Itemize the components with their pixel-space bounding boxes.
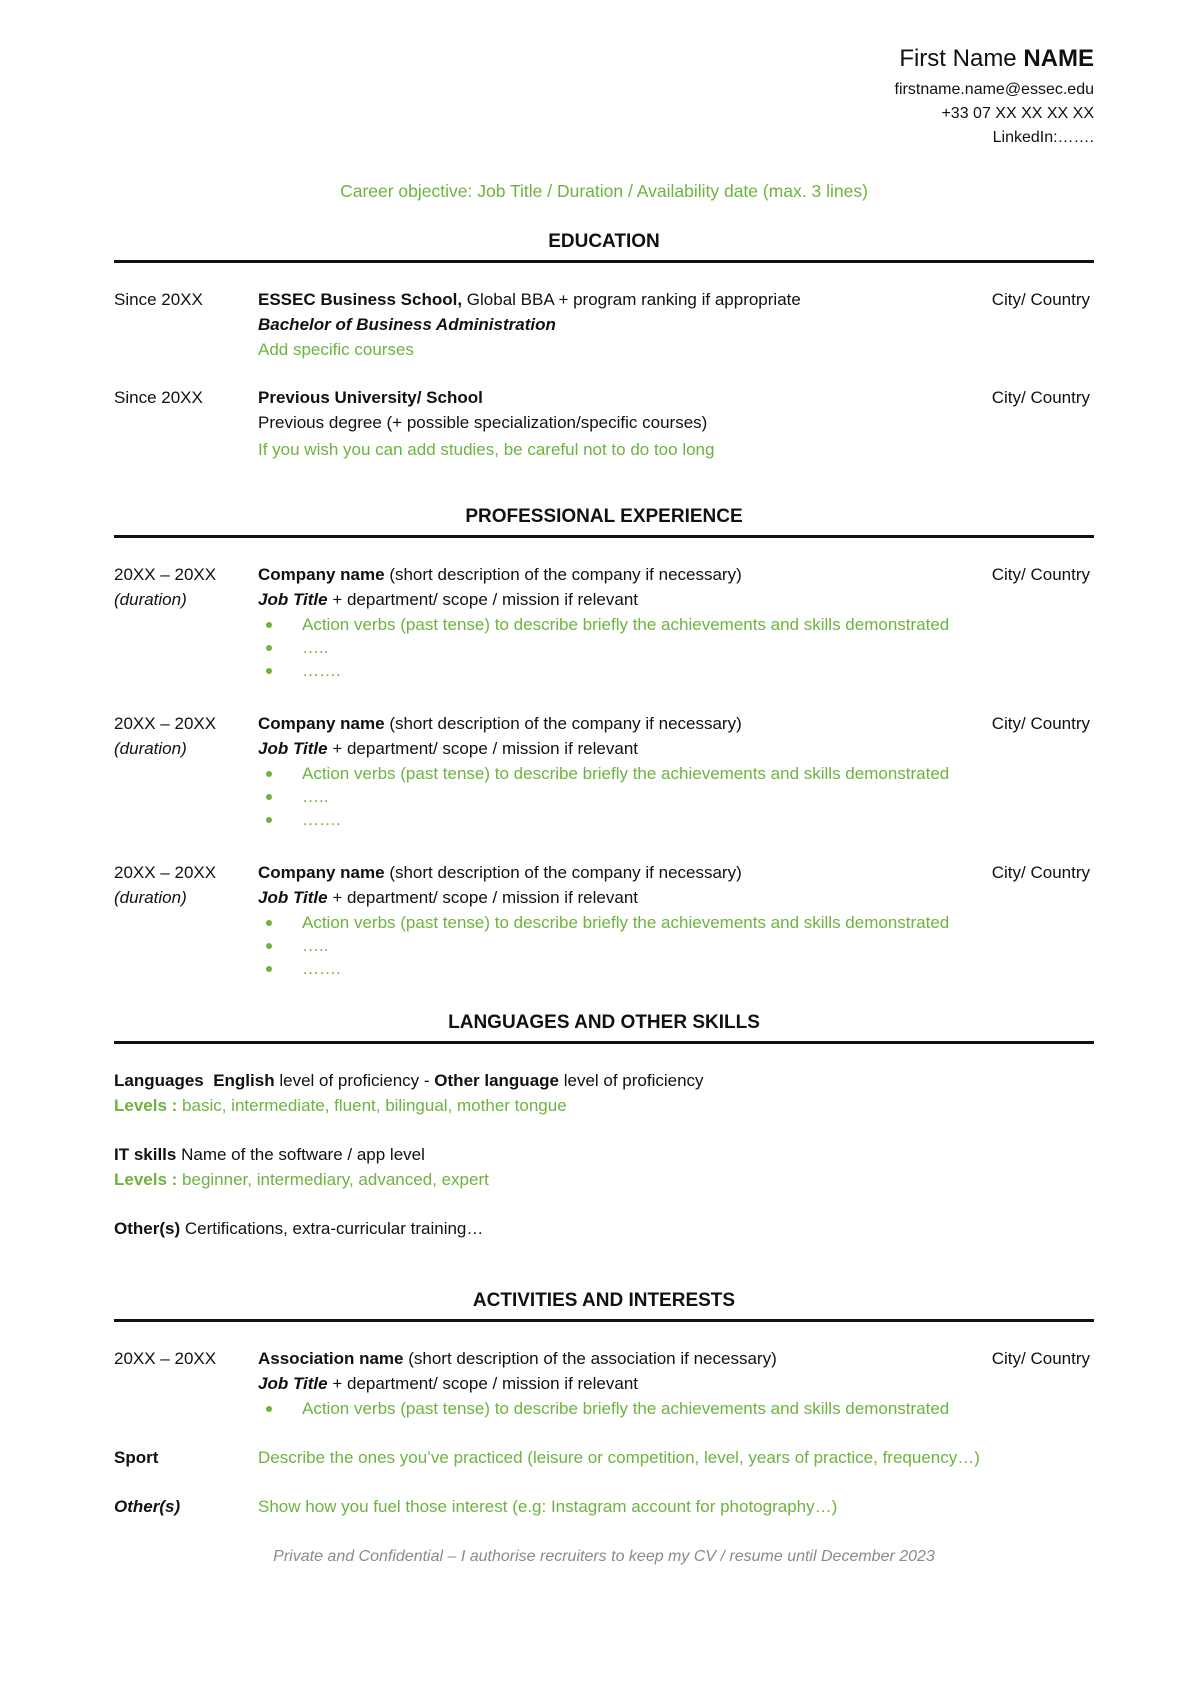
other-interests-text: Show how you fuel those interest (e.g: Instagram account for photography…): [258, 1497, 838, 1516]
education-rule: [114, 260, 1094, 263]
achievement-item: …..: [302, 638, 329, 657]
it-levels-label: Levels :: [114, 1170, 178, 1189]
first-name: First Name: [899, 45, 1017, 72]
achievement-item: …….: [302, 661, 341, 680]
job-description: + department/ scope / mission if relevant: [327, 1374, 638, 1393]
language-1: English: [213, 1071, 275, 1090]
company-line: [258, 565, 742, 585]
experience-rule: [114, 535, 1094, 538]
company-line: [258, 863, 742, 883]
it-skills-text: Name of the software / app level: [176, 1145, 425, 1164]
experience-duration: (duration): [114, 590, 187, 609]
experience-heading: PROFESSIONAL EXPERIENCE: [465, 506, 743, 527]
job-description: + department/ scope / mission if relevant: [327, 888, 638, 907]
sport-text: Describe the ones you’ve practiced (leisure or competition, level, years of practice, frequency…): [258, 1448, 980, 1467]
sport-label: Sport: [114, 1448, 159, 1467]
association-job-line: [258, 1374, 638, 1394]
it-skills-line: [114, 1145, 425, 1165]
company-name: Company name: [258, 863, 385, 882]
other-interests-label: Other(s): [114, 1497, 181, 1516]
it-levels-line: [114, 1170, 489, 1190]
bullet-icon: [266, 668, 272, 674]
bullet-icon: [266, 943, 272, 949]
program: Global BBA + program ranking if appropriate: [462, 290, 801, 309]
job-line: [258, 590, 638, 610]
skills-rule: [114, 1041, 1094, 1044]
job-title: Job Title: [258, 1374, 328, 1393]
experience-date: 20XX – 20XX: [114, 714, 217, 733]
other-skills-label: Other(s): [114, 1219, 181, 1238]
company-line: [258, 714, 742, 734]
school-name: Previous University/ School: [258, 388, 483, 407]
company-name: Company name: [258, 714, 385, 733]
bullet-icon: [266, 966, 272, 972]
achievement-item: …….: [302, 959, 341, 978]
bullet-icon: [266, 622, 272, 628]
job-description: + department/ scope / mission if relevant: [327, 590, 638, 609]
association-description: (short description of the association if necessary): [403, 1349, 777, 1368]
language-levels: basic, intermediate, fluent, bilingual, mother tongue: [177, 1096, 567, 1115]
career-objective: Career objective: Job Title / Duration / Availability date (max. 3 lines): [340, 181, 868, 201]
email: firstname.name@essec.edu: [894, 81, 1094, 98]
job-title: Job Title: [258, 888, 328, 907]
language-2: Other language: [434, 1071, 559, 1090]
job-title: Job Title: [258, 739, 328, 758]
achievement-item: Action verbs (past tense) to describe briefly the achievements and skills demonstrated: [302, 615, 950, 634]
achievement-item: Action verbs (past tense) to describe briefly the achievements and skills demonstrated: [302, 1399, 950, 1418]
experience-location: City/ Country: [991, 565, 1090, 584]
languages-label: Languages: [114, 1071, 204, 1090]
company-description: (short description of the company if necessary): [384, 565, 742, 584]
association-date: 20XX – 20XX: [114, 1349, 217, 1368]
activities-rule: [114, 1319, 1094, 1322]
education-school-line: [258, 290, 801, 310]
language-1-level: level of proficiency -: [274, 1071, 435, 1090]
it-skills-label: IT skills: [114, 1145, 177, 1164]
achievement-item: Action verbs (past tense) to describe briefly the achievements and skills demonstrated: [302, 764, 950, 783]
experience-location: City/ Country: [991, 863, 1090, 882]
achievement-item: …..: [302, 787, 329, 806]
company-description: (short description of the company if necessary): [384, 863, 742, 882]
language-levels-line: [114, 1096, 567, 1116]
other-skills-text: Certifications, extra-curricular training…: [180, 1219, 484, 1238]
bullet-icon: [266, 1406, 272, 1412]
linkedin: LinkedIn:…….: [992, 129, 1094, 146]
association-location: City/ Country: [991, 1349, 1090, 1368]
experience-date: 20XX – 20XX: [114, 863, 217, 882]
education-heading: EDUCATION: [548, 231, 660, 252]
association-line: [258, 1349, 777, 1369]
achievement-item: …….: [302, 810, 341, 829]
education-location: City/ Country: [991, 388, 1090, 407]
achievement-item: Action verbs (past tense) to describe briefly the achievements and skills demonstrated: [302, 913, 950, 932]
skills-heading: LANGUAGES AND OTHER SKILLS: [448, 1012, 760, 1033]
language-2-level: level of proficiency: [558, 1071, 704, 1090]
company-name: Company name: [258, 565, 385, 584]
job-line: [258, 739, 638, 759]
bullet-icon: [266, 794, 272, 800]
education-note: Add specific courses: [258, 340, 414, 359]
job-line: [258, 888, 638, 908]
bullet-icon: [266, 920, 272, 926]
other-skills-line: [114, 1219, 483, 1239]
job-description: + department/ scope / mission if relevant: [327, 739, 638, 758]
association-name: Association name: [258, 1349, 404, 1368]
candidate-name: [899, 45, 1094, 73]
languages-line: [114, 1071, 704, 1091]
education-location: City/ Country: [991, 290, 1090, 309]
experience-date: 20XX – 20XX: [114, 565, 217, 584]
education-note: If you wish you can add studies, be careful not to do too long: [258, 440, 715, 459]
it-levels: beginner, intermediary, advanced, expert: [177, 1170, 489, 1189]
education-date: Since 20XX: [114, 290, 203, 309]
experience-duration: (duration): [114, 888, 187, 907]
bullet-icon: [266, 645, 272, 651]
degree: Bachelor of Business Administration: [258, 315, 556, 334]
experience-duration: (duration): [114, 739, 187, 758]
education-date: Since 20XX: [114, 388, 203, 407]
confidentiality-footer: Private and Confidential – I authorise recruiters to keep my CV / resume until December 2023: [273, 1548, 935, 1565]
activities-heading: ACTIVITIES AND INTERESTS: [472, 1290, 736, 1311]
company-description: (short description of the company if necessary): [384, 714, 742, 733]
bullet-icon: [266, 771, 272, 777]
achievement-item: …..: [302, 936, 329, 955]
bullet-icon: [266, 817, 272, 823]
language-levels-label: Levels :: [114, 1096, 178, 1115]
phone: +33 07 XX XX XX XX: [941, 105, 1094, 122]
job-title: Job Title: [258, 590, 328, 609]
school-name: ESSEC Business School,: [258, 290, 463, 309]
experience-location: City/ Country: [991, 714, 1090, 733]
last-name: NAME: [1023, 45, 1094, 72]
degree: Previous degree (+ possible specialization/specific courses): [258, 413, 708, 432]
